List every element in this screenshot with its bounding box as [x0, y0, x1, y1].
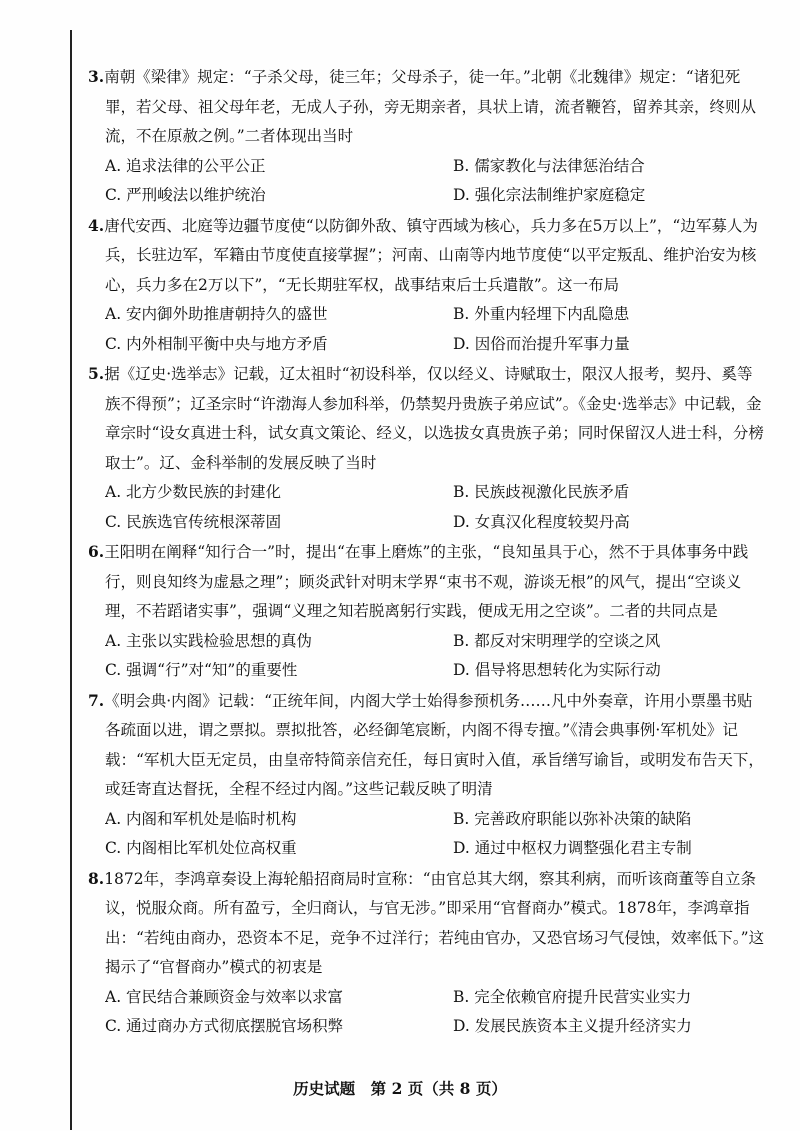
option-group	[88, 627, 768, 686]
option-b: B. 外重内轻埋下内乱隐患	[453, 305, 630, 323]
option-group	[88, 805, 768, 864]
question-number: 4.	[88, 215, 105, 235]
option-d: D. 因俗而治提升军事力量	[453, 334, 630, 353]
page-footer: 历史试题 第 2 页（共 8 页）	[293, 1079, 507, 1098]
option-c: C. 严刑峻法以维护统治	[105, 186, 266, 204]
question-8	[88, 864, 768, 1042]
option-b: B. 完全依赖官府提升民营实业实力	[453, 987, 692, 1006]
option-a: A. 北方少数民族的封建化	[105, 483, 282, 501]
option-b: B. 完善政府职能以弥补决策的缺陷	[453, 809, 692, 828]
option-a: A. 追求法律的公平公正	[105, 156, 266, 175]
option-group	[88, 152, 768, 211]
option-c: C. 民族选官传统根深蒂固	[105, 512, 282, 531]
question-stem: 唐代安西、北庭等边疆节度使“以防御外敌、镇守西域为核心，兵力多在5万以上”，“边军募人为兵，长驻边军，军籍由节度使直接掌握”；河南、山南等内地节度使“以平定叛乱、维护治安为核心，兵力多在2万以下”，“无长期驻军权，战事结束后士兵遣散”。这一布局	[104, 216, 758, 294]
question-7	[88, 686, 768, 864]
option-d: D. 强化宗法制维护家庭稳定	[453, 186, 646, 204]
option-a: A. 官民结合兼顾资金与效率以求富	[105, 987, 344, 1006]
question-list	[88, 62, 768, 1042]
question-stem: 南朝《梁律》规定：“子杀父母，徒三年；父母杀子，徒一年。”北朝《北魏律》规定：“诸犯死罪，若父母、祖父母年老，无成人子孙，旁无期亲者，具状上请，流者鞭笞，留养其亲，终则从流，不在原赦之例。”二者体现出当时	[104, 68, 757, 145]
question-number: 5.	[88, 364, 105, 383]
question-5	[88, 359, 768, 537]
option-d: D. 发展民族资本主义提升经济实力	[453, 1017, 692, 1035]
option-c: C. 强调“行”对“知”的重要性	[105, 661, 298, 679]
option-b: B. 民族歧视激化民族矛盾	[453, 483, 630, 501]
option-a: A. 主张以实践检验思想的真伪	[105, 631, 313, 650]
question-stem: 王阳明在阐释“知行合一”时，提出“在事上磨炼”的主张，“良知虽具于心，然不于具体事务中践行，则良知终为虚悬之理”；顾炎武针对明末学界“束书不观，游谈无根”的风气，提出“空谈义理，不若蹈诸实事”，强调“义理之知若脱离躬行实践，便成无用之空谈”。二者的共同点是	[104, 543, 749, 620]
question-stem: 据《辽史·选举志》记载，辽太祖时“初设科举，仅以经义、诗赋取士，限汉人报考，契丹、奚等族不得预”；辽圣宗时“许渤海人参加科举，仍禁契丹贵族子弟应试”。《金史·选举志》中记载，金章宗时“设女真进士科，试女真文策论、经义，以选拔女真贵族子弟；同时保留汉人进士科，分榜取士”。辽、金科举制的发展反映了当时	[104, 365, 764, 472]
option-group	[88, 983, 768, 1042]
option-c: C. 内阁相比军机处位高权重	[105, 839, 297, 857]
option-c: C. 通过商办方式彻底摆脱官场积弊	[105, 1017, 344, 1035]
option-b: B. 儒家教化与法律惩治结合	[453, 156, 645, 175]
binding-margin-line	[70, 30, 72, 1130]
option-group	[88, 300, 768, 359]
question-stem: 《明会典·内阁》记载：“正统年间，内阁大学士始得参预机务……凡中外奏章，许用小票墨书贴各疏面以进，谓之票拟。票拟批答，必经御笔宸断，内阁不得专擅。”《清会典事例·军机处》记载：“军机大臣无定员，由皇帝特简亲信充任，每日寅时入值，承旨缮写谕旨，或明发布告天下，或廷寄直达督抚，全程不经过内阁。”这些记载反映了明清	[104, 691, 764, 798]
question-number: 6.	[88, 542, 105, 561]
question-number: 7.	[88, 690, 105, 710]
option-a: A. 内阁和军机处是临时机构	[105, 809, 297, 828]
question-number: 3.	[88, 67, 105, 86]
question-4	[88, 211, 768, 360]
option-d: D. 女真汉化程度较契丹高	[453, 512, 630, 531]
question-stem: 1872年，李鸿章奏设上海轮船招商局时宣称：“由官总其大纲，察其利病，而听该商董等自立条议，悦服众商。所有盈亏，全归商认，与官无涉。”即采用“官督商办”模式。1878年，李鸿章指出：“若纯由商办，恐资本不足，竞争不过洋行；若纯由官办，又恐官场习气侵蚀，效率低下。”这揭示了“官督商办”模式的初衷是	[104, 869, 765, 976]
question-3	[88, 62, 768, 211]
option-d: D. 倡导将思想转化为实际行动	[453, 661, 661, 679]
option-a: A. 安内御外助推唐朝持久的盛世	[105, 305, 328, 323]
option-group	[88, 478, 768, 537]
question-6	[88, 537, 768, 686]
question-number: 8.	[88, 868, 105, 888]
option-c: C. 内外相制平衡中央与地方矛盾	[105, 334, 328, 353]
option-d: D. 通过中枢权力调整强化君主专制	[453, 839, 692, 857]
option-b: B. 都反对宋明理学的空谈之风	[453, 631, 661, 650]
